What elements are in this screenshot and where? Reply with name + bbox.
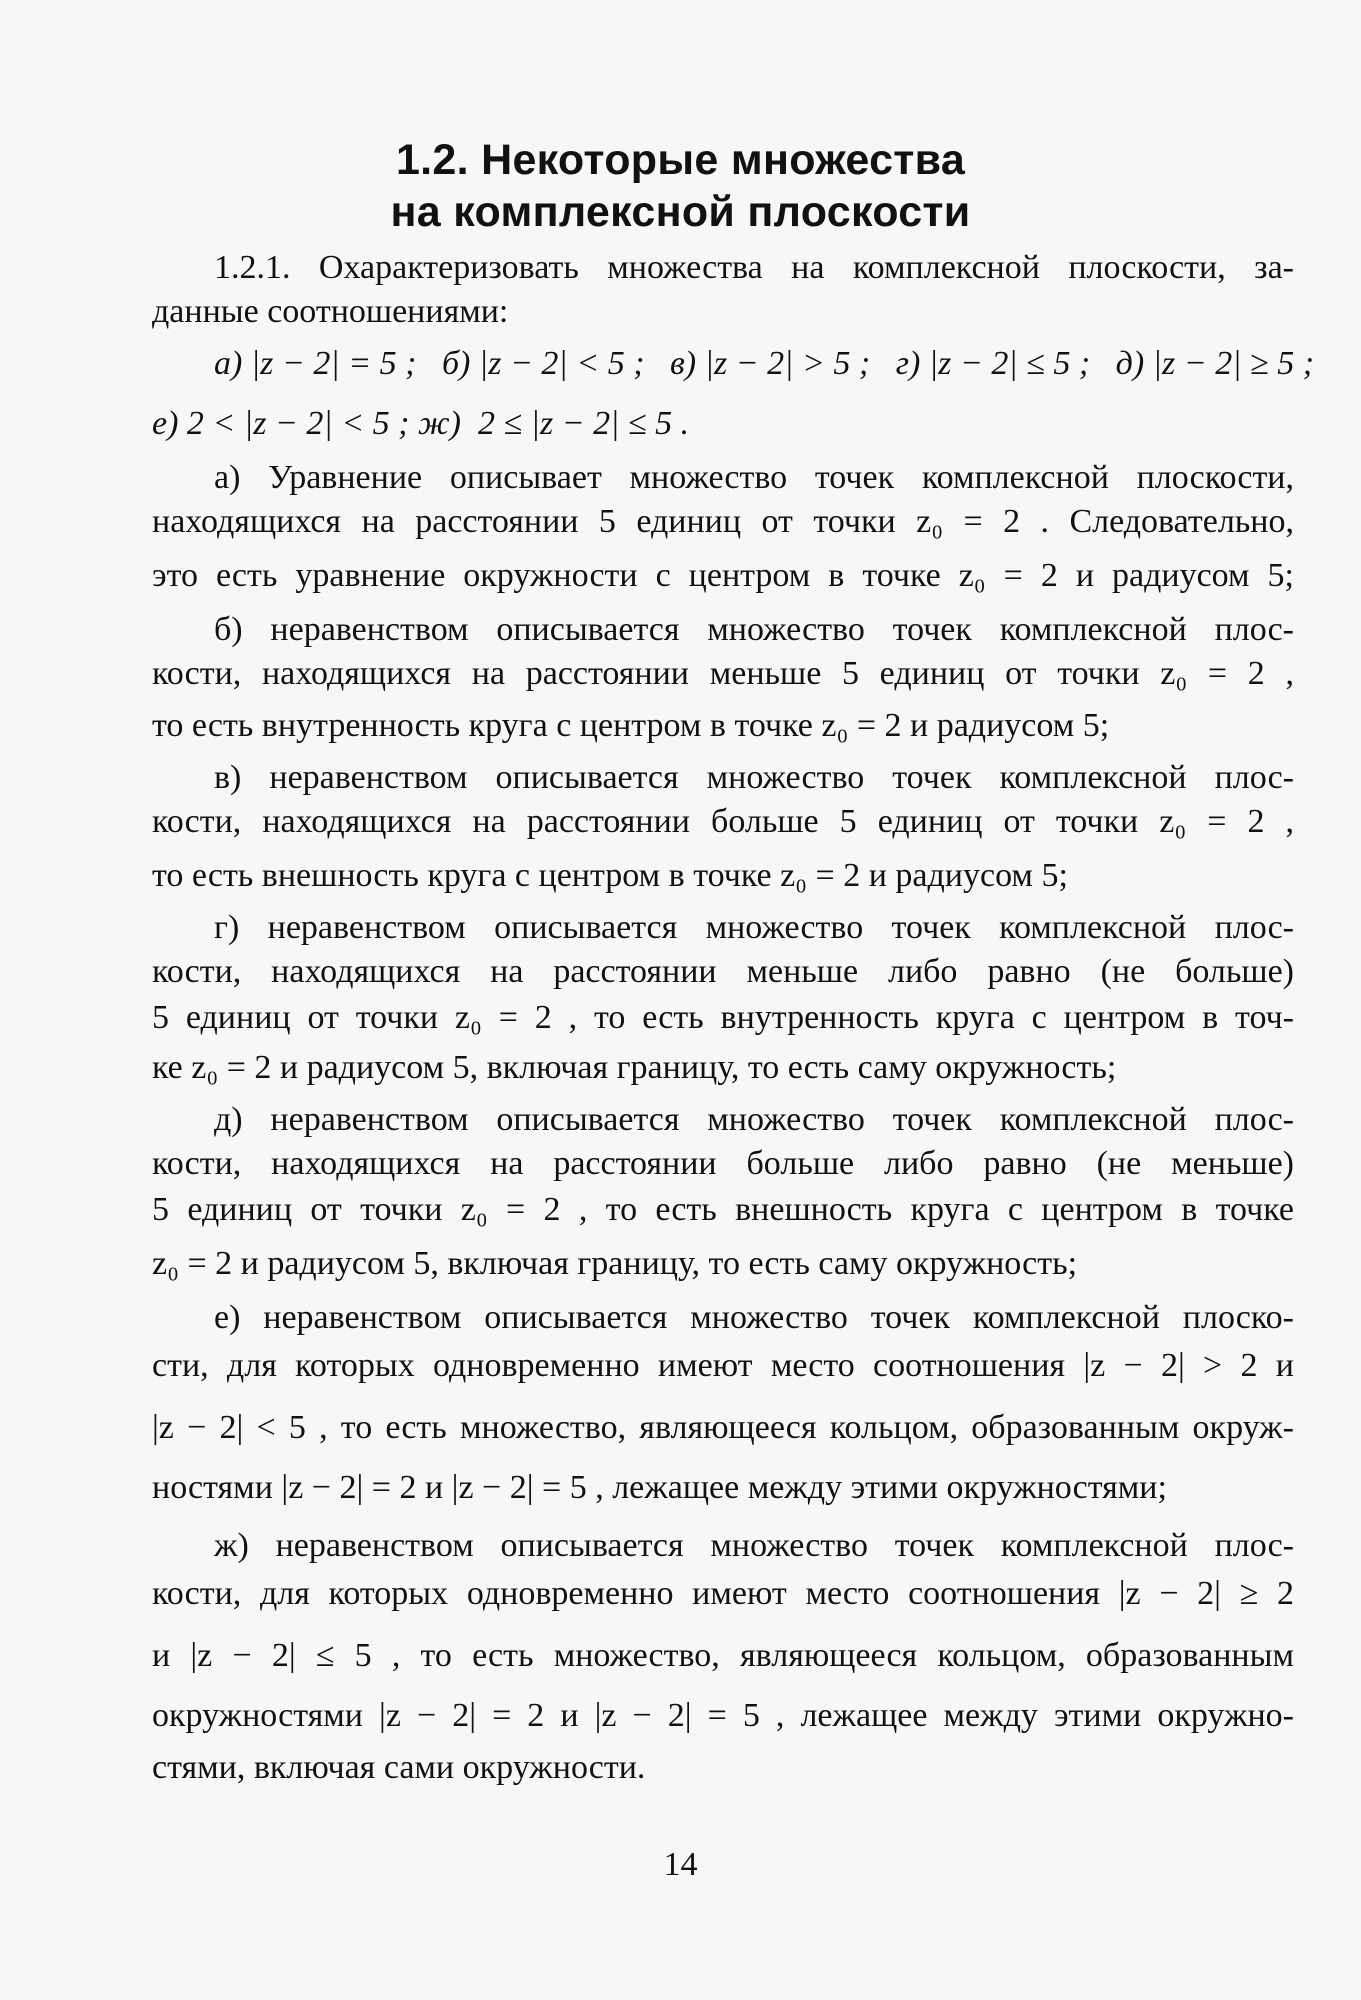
solution-line: стями, включая сами окружности. — [152, 1749, 646, 1786]
solution-line: а) Уравнение описывает множество точек комплексной плоскости, — [214, 459, 1294, 496]
solution-line: кости, находящихся на расстоянии меньше 5 единиц от точки z₀ = 2 , — [152, 655, 1294, 692]
solution-line: б) неравенством описывается множество точек комплексной плос- — [214, 611, 1294, 648]
solution-line: в) неравенством описывается множество точек комплексной плос- — [214, 759, 1294, 796]
page-number: 14 — [663, 1846, 698, 1883]
solution-line: г) неравенством описывается множество точек комплексной плос- — [214, 909, 1294, 946]
solution-line: ж) неравенством описывается множество точек комплексной плос- — [214, 1527, 1294, 1564]
problem-formulas-line: а) |z − 2| = 5 ; б) |z − 2| < 5 ; в) |z − 2| > 5 ; г) |z − 2| ≤ 5 ; д) |z − 2| ≥ 5 ; — [214, 345, 1315, 382]
solution-line: окружностями |z − 2| = 2 и |z − 2| = 5 , лежащее между этими окружно- — [152, 1697, 1294, 1734]
section-title-line-2: на комплексной плоскости — [390, 188, 971, 236]
solution-line: ке z₀ = 2 и радиусом 5, включая границу, то есть саму окружность; — [152, 1049, 1117, 1086]
solution-line: и |z − 2| ≤ 5 , то есть множество, являющееся кольцом, образованным — [152, 1637, 1294, 1674]
solution-line: 5 единиц от точки z₀ = 2 , то есть внутренность круга с центром в точ- — [152, 999, 1294, 1036]
solution-line: кости, для которых одновременно имеют место соотношения |z − 2| ≥ 2 — [152, 1575, 1294, 1612]
solution-line: находящихся на расстоянии 5 единиц от точки z₀ = 2 . Следовательно, — [152, 503, 1294, 540]
solution-line: сти, для которых одновременно имеют место соотношения |z − 2| > 2 и — [152, 1347, 1294, 1384]
solution-line: то есть внешность круга с центром в точке z₀ = 2 и радиусом 5; — [152, 857, 1068, 894]
solution-line: кости, находящихся на расстоянии больше либо равно (не меньше) — [152, 1145, 1294, 1182]
solution-line: |z − 2| < 5 , то есть множество, являющееся кольцом, образованным окруж- — [152, 1409, 1294, 1446]
solution-line: кости, находящихся на расстоянии меньше либо равно (не больше) — [152, 953, 1294, 990]
solution-line: z₀ = 2 и радиусом 5, включая границу, то есть саму окружность; — [152, 1245, 1078, 1282]
solution-line: кости, находящихся на расстоянии больше 5 единиц от точки z₀ = 2 , — [152, 803, 1294, 840]
section-title-line-1: 1.2. Некоторые множества — [395, 136, 966, 184]
problem-line: данные соотношениями: — [152, 293, 509, 330]
solution-line: то есть внутренность круга с центром в точке z₀ = 2 и радиусом 5; — [152, 707, 1110, 744]
solution-line: е) неравенством описывается множество точек комплексной плоско- — [214, 1299, 1294, 1336]
solution-line: это есть уравнение окружности с центром в точке z₀ = 2 и радиусом 5; — [152, 557, 1294, 594]
solution-line: д) неравенством описывается множество точек комплексной плос- — [214, 1101, 1294, 1138]
problem-formulas-line: е) 2 < |z − 2| < 5 ; ж) 2 ≤ |z − 2| ≤ 5 . — [152, 405, 690, 442]
solution-line: ностями |z − 2| = 2 и |z − 2| = 5 , лежащее между этими окружностями; — [152, 1469, 1167, 1506]
solution-line: 5 единиц от точки z₀ = 2 , то есть внешность круга с центром в точке — [152, 1191, 1294, 1228]
problem-line: 1.2.1. Охарактеризовать множества на комплексной плоскости, за- — [214, 249, 1294, 286]
